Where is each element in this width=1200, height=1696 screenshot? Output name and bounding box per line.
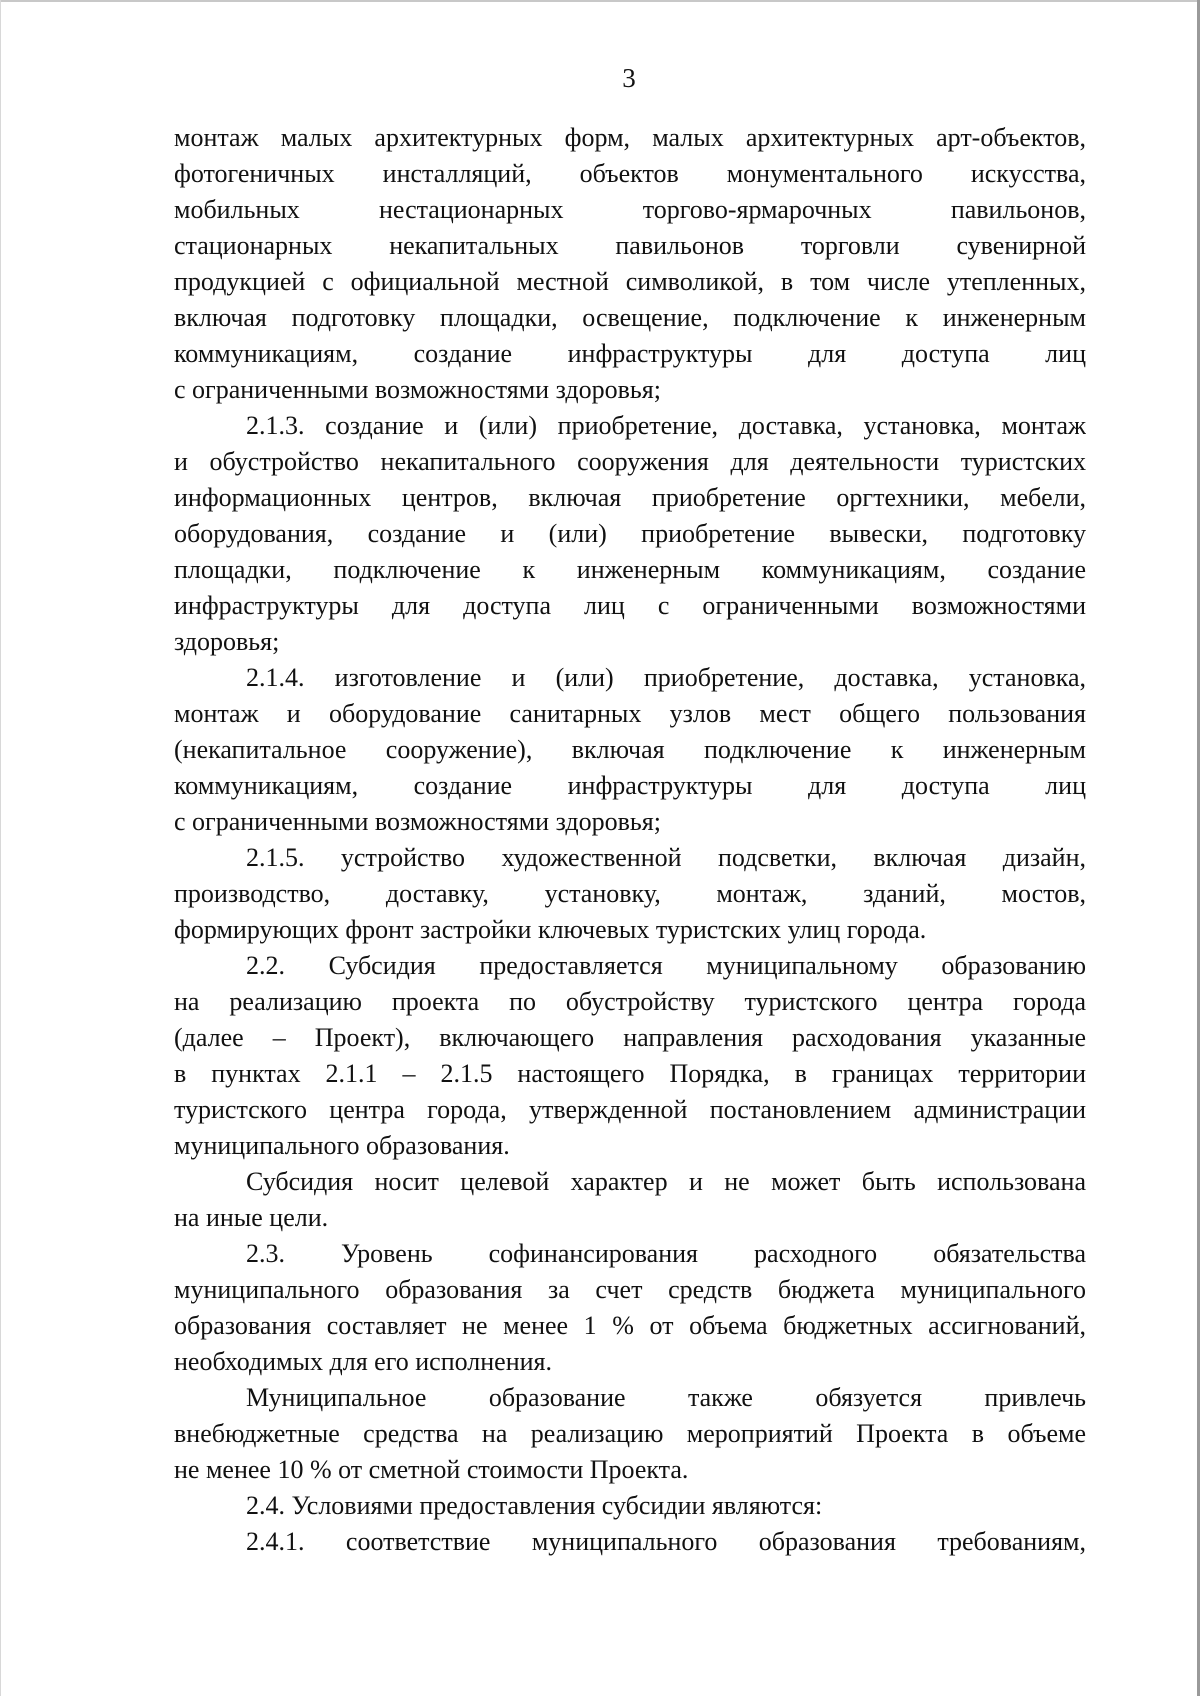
text-line: образования составляет не менее 1 % от объема бюджетных ассигнований, — [174, 1311, 1086, 1340]
text-line: производство, доставку, установку, монтаж, зданий, мостов, — [174, 879, 1086, 908]
text-line: на иные цели. — [174, 1203, 329, 1232]
text-line: с ограниченными возможностями здоровья; — [174, 375, 661, 404]
text-line: (некапитальное сооружение), включая подключение к инженерным — [174, 735, 1086, 764]
text-line: здоровья; — [174, 627, 280, 656]
text-line: формирующих фронт застройки ключевых туристских улиц города. — [174, 915, 927, 944]
text-line: коммуникациям, создание инфраструктуры для доступа лиц — [174, 771, 1086, 800]
text-line: муниципального образования за счет средств бюджета муниципального — [174, 1275, 1086, 1304]
text-line: с ограниченными возможностями здоровья; — [174, 807, 661, 836]
text-line: Субсидия носит целевой характер и не может быть использована — [246, 1167, 1086, 1196]
text-line: 2.1.5. устройство художественной подсветки, включая дизайн, — [246, 843, 1086, 872]
text-line: 2.4.1. соответствие муниципального образования требованиям, — [246, 1527, 1086, 1556]
text-line: 2.2. Субсидия предоставляется муниципальному образованию — [246, 951, 1086, 980]
scan-edge-left — [0, 0, 1, 1696]
text-line: и обустройство некапитального сооружения для деятельности туристских — [174, 447, 1086, 476]
text-line: в пунктах 2.1.1 – 2.1.5 настоящего Порядка, в границах территории — [174, 1059, 1086, 1088]
page-number: 3 — [622, 63, 636, 93]
text-line: коммуникациям, создание инфраструктуры для доступа лиц — [174, 339, 1086, 368]
text-line: монтаж и оборудование санитарных узлов мест общего пользования — [174, 699, 1086, 728]
text-line: внебюджетные средства на реализацию мероприятий Проекта в объеме — [174, 1419, 1086, 1448]
text-line: информационных центров, включая приобретение оргтехники, мебели, — [174, 483, 1086, 512]
text-line: инфраструктуры для доступа лиц с ограниченными возможностями — [174, 591, 1086, 620]
text-line: 2.4. Условиями предоставления субсидии являются: — [246, 1491, 823, 1520]
text-line: 2.3. Уровень софинансирования расходного обязательства — [246, 1239, 1086, 1268]
text-line: оборудования, создание и (или) приобретение вывески, подготовку — [174, 519, 1086, 548]
scan-edge-top — [0, 0, 1200, 2]
text-line: 2.1.3. создание и (или) приобретение, доставка, установка, монтаж — [246, 411, 1086, 440]
text-line: стационарных некапитальных павильонов торговли сувенирной — [174, 231, 1086, 260]
document-body — [174, 120, 1086, 1560]
text-line: необходимых для его исполнения. — [174, 1347, 552, 1376]
text-line: монтаж малых архитектурных форм, малых архитектурных арт-объектов, — [174, 123, 1086, 152]
text-line: фотогеничных инсталляций, объектов монументального искусства, — [174, 159, 1086, 188]
text-line: Муниципальное образование также обязуется привлечь — [246, 1383, 1086, 1412]
text-line: мобильных нестационарных торгово-ярмарочных павильонов, — [174, 195, 1086, 224]
text-line: включая подготовку площадки, освещение, подключение к инженерным — [174, 303, 1086, 332]
text-line: муниципального образования. — [174, 1131, 510, 1160]
text-line: продукцией с официальной местной символикой, в том числе утепленных, — [174, 267, 1086, 296]
text-line: туристского центра города, утвержденной постановлением администрации — [174, 1095, 1086, 1124]
text-line: площадки, подключение к инженерным коммуникациям, создание — [174, 555, 1086, 584]
text-line: на реализацию проекта по обустройству туристского центра города — [174, 987, 1086, 1016]
text-line: не менее 10 % от сметной стоимости Проекта. — [174, 1455, 689, 1484]
text-line: 2.1.4. изготовление и (или) приобретение, доставка, установка, — [246, 663, 1086, 692]
text-line: (далее – Проект), включающего направления расходования указанные — [174, 1023, 1086, 1052]
